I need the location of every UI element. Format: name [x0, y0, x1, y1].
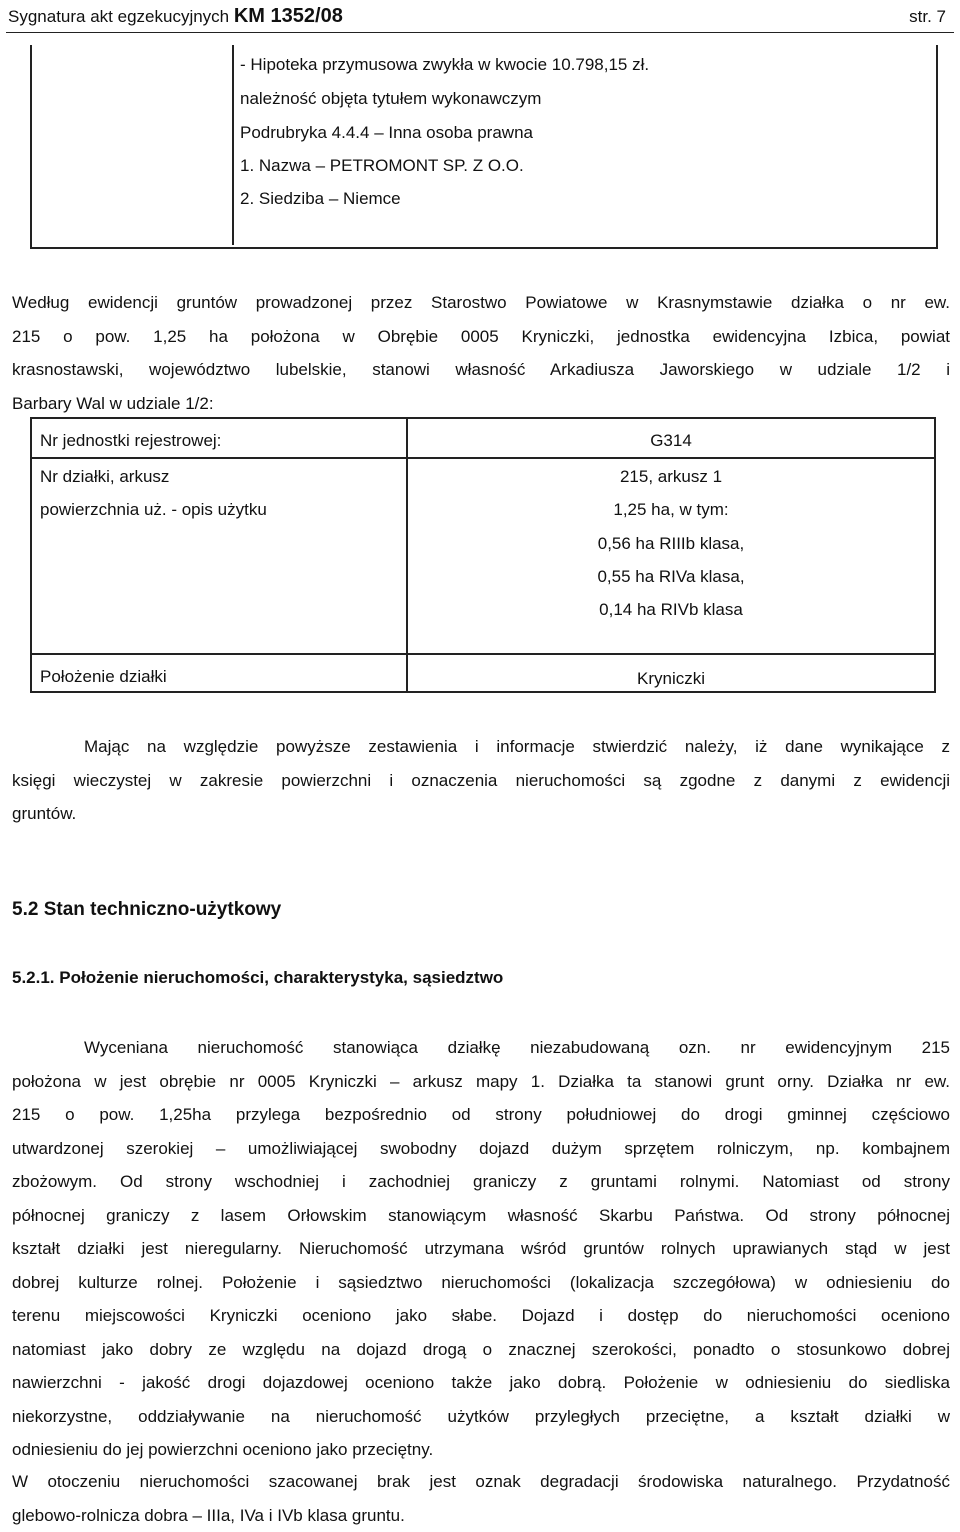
- parcel-location-value: Kryniczki: [408, 669, 934, 689]
- table-column-divider: [406, 419, 408, 691]
- location-description-paragraph: [12, 1031, 950, 1467]
- table-row-divider: [32, 653, 934, 655]
- intro-line: 215 o pow. 1,25 ha położona w Obrębie 0005 Kryniczki, jednostka ewidencyjna Izbica, powiat: [12, 320, 950, 354]
- conclusion-line: księgi wieczystej w zakresie powierzchni i oznaczenia nieruchomości są zgodne z danymi z ewidencji: [12, 764, 950, 798]
- area-class-value: 0,14 ha RIVb klasa: [408, 600, 934, 620]
- conclusion-paragraph: [12, 730, 950, 831]
- conclusion-line: gruntów.: [12, 797, 950, 831]
- box-column-divider: [232, 45, 234, 245]
- body-line: niekorzystne, oddziaływanie na nieruchomość użytków przyległych przeciętne, a kształt działki w: [12, 1400, 950, 1434]
- conclusion-line: Mając na względzie powyższe zestawienia i informacje stwierdzić należy, iż dane wynikające z: [12, 730, 950, 764]
- page-number: str. 7: [909, 7, 946, 27]
- parcel-number-value: 215, arkusz 1: [408, 467, 934, 487]
- area-usage-label: powierzchnia uż. - opis użytku: [40, 500, 267, 520]
- body-line: natomiast jako dobry ze względu na dojazd drogą o znacznej szerokości, ponadto o stosunkowo dobrej: [12, 1333, 950, 1367]
- intro-paragraph: [12, 286, 950, 420]
- case-signature: [8, 5, 343, 28]
- intro-line: Barbary Wal w udziale 1/2:: [12, 387, 950, 421]
- registry-unit-value: G314: [408, 431, 934, 451]
- body-line: położona w jest obrębie nr 0005 Kryniczki – arkusz mapy 1. Działka ta stanowi grunt orny. Działka nr ew.: [12, 1065, 950, 1099]
- environment-paragraph: [12, 1465, 950, 1532]
- table-row-divider: [32, 457, 934, 459]
- claim-line: należność objęta tytułem wykonawczym: [240, 89, 541, 109]
- body-line: odniesieniu do jej powierzchni oceniono jako przeciętny.: [12, 1433, 950, 1467]
- body-line: dobrej kulturze rolnej. Położenie i sąsiedztwo nieruchomości (lokalizacja szczegółowa) w odniesieniu do: [12, 1266, 950, 1300]
- area-class-value: 0,56 ha RIIIb klasa,: [408, 534, 934, 554]
- company-seat-line: 2. Siedziba – Niemce: [240, 189, 401, 209]
- company-name-line: 1. Nazwa – PETROMONT SP. Z O.O.: [240, 156, 524, 176]
- body-line: północnej graniczy z lasem Orłowskim stanowiącym własność Skarbu Państwa. Od strony północnej: [12, 1199, 950, 1233]
- page-header: [6, 2, 954, 33]
- subsection-heading: 5.2.1. Położenie nieruchomości, charakterystyka, sąsiedztwo: [12, 968, 503, 988]
- parcel-table: [30, 417, 936, 693]
- case-signature-prefix: Sygnatura akt egzekucyjnych: [8, 7, 234, 26]
- closing-line: W otoczeniu nieruchomości szacowanej brak jest oznak degradacji środowiska naturalnego. Przydatność: [12, 1465, 950, 1499]
- body-line: kształt działki jest nieregularny. Nieruchomość utrzymana wśród gruntów rolnych uprawianych stąd w jest: [12, 1232, 950, 1266]
- body-line: zbożowym. Od strony wschodniej i zachodniej graniczy z gruntami rolnymi. Natomiast od strony: [12, 1165, 950, 1199]
- mortgage-line: - Hipoteka przymusowa zwykła w kwocie 10.798,15 zł.: [240, 55, 649, 75]
- intro-line: Według ewidencji gruntów prowadzonej przez Starostwo Powiatowe w Krasnymstawie działka o nr ew.: [12, 286, 950, 320]
- parcel-location-label: Położenie działki: [40, 667, 167, 687]
- parcel-number-label: Nr działki, arkusz: [40, 467, 169, 487]
- area-total-value: 1,25 ha, w tym:: [408, 500, 934, 520]
- registry-unit-label: Nr jednostki rejestrowej:: [40, 431, 221, 451]
- section-heading: 5.2 Stan techniczno-użytkowy: [12, 899, 281, 921]
- body-line: utwardzonej szerokiej – umożliwiającej swobodny dojazd dużym sprzętem rolniczym, np. kombajnem: [12, 1132, 950, 1166]
- body-line: 215 o pow. 1,25ha przylega bezpośrednio od strony południowej do drogi gminnej częściowo: [12, 1098, 950, 1132]
- closing-line: glebowo-rolnicza dobra – IIIa, IVa i IVb klasa gruntu.: [12, 1499, 950, 1532]
- body-line: nawierzchni - jakość drogi dojazdowej oceniono także jako dobrą. Położenie w odniesieniu do siedliska: [12, 1366, 950, 1400]
- subsection-line: Podrubryka 4.4.4 – Inna osoba prawna: [240, 123, 533, 143]
- mortgage-entry-box: [30, 45, 938, 249]
- intro-line: krasnostawski, województwo lubelskie, stanowi własność Arkadiusza Jaworskiego w udziale 1/2 i: [12, 353, 950, 387]
- area-class-value: 0,55 ha RIVa klasa,: [408, 567, 934, 587]
- body-line: terenu miejscowości Kryniczki oceniono jako słabe. Dojazd i dostęp do nieruchomości oceniono: [12, 1299, 950, 1333]
- body-line: Wyceniana nieruchomość stanowiąca działkę niezabudowaną ozn. nr ewidencyjnym 215: [12, 1031, 950, 1065]
- case-number: KM 1352/08: [234, 5, 343, 27]
